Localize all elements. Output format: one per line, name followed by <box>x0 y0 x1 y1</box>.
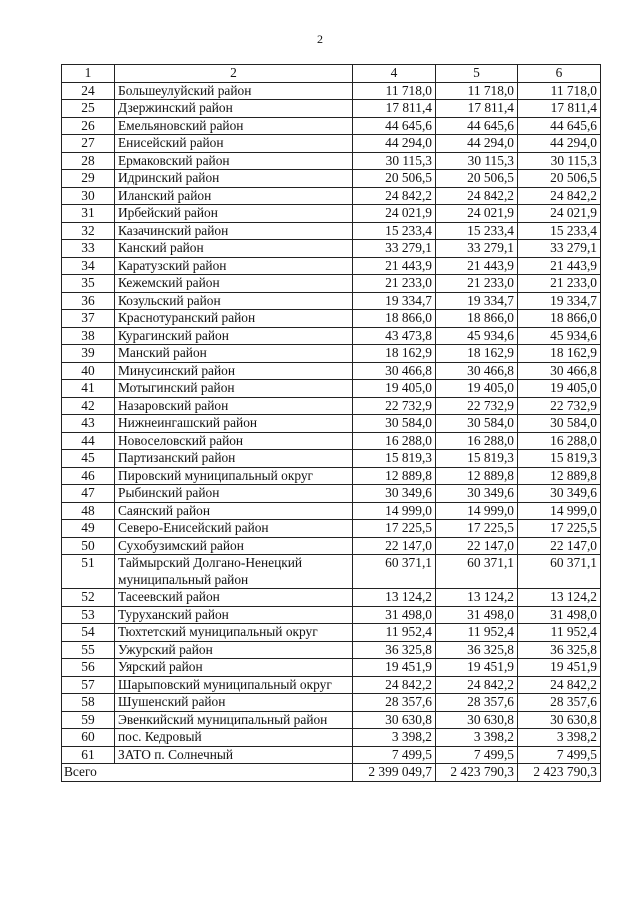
value-col6: 22 732,9 <box>518 397 601 415</box>
table-row <box>62 380 601 398</box>
value-col6: 30 349,6 <box>518 485 601 503</box>
value-col6: 36 325,8 <box>518 641 601 659</box>
row-number: 25 <box>62 100 115 118</box>
municipality-name: Новоселовский район <box>115 432 353 450</box>
value-col5: 24 842,2 <box>436 676 518 694</box>
table-row <box>62 152 601 170</box>
value-col6: 21 443,9 <box>518 257 601 275</box>
value-col4: 21 233,0 <box>353 275 436 293</box>
table-row <box>62 240 601 258</box>
value-col6: 30 466,8 <box>518 362 601 380</box>
value-col5: 19 451,9 <box>436 659 518 677</box>
value-col6: 45 934,6 <box>518 327 601 345</box>
value-col6: 30 630,8 <box>518 711 601 729</box>
municipality-name: Сухобузимский район <box>115 537 353 555</box>
table-row <box>62 362 601 380</box>
value-col4: 19 405,0 <box>353 380 436 398</box>
table-row <box>62 624 601 642</box>
value-col5: 36 325,8 <box>436 641 518 659</box>
value-col4: 15 233,4 <box>353 222 436 240</box>
value-col5: 7 499,5 <box>436 746 518 764</box>
table-row <box>62 327 601 345</box>
row-number: 24 <box>62 82 115 100</box>
value-col4: 11 952,4 <box>353 624 436 642</box>
value-col6: 44 294,0 <box>518 135 601 153</box>
value-col5: 30 584,0 <box>436 415 518 433</box>
row-number: 41 <box>62 380 115 398</box>
value-col5: 31 498,0 <box>436 606 518 624</box>
header-cell-col2: 2 <box>115 65 353 83</box>
header-cell-col4: 4 <box>353 65 436 83</box>
header-cell-col5: 5 <box>436 65 518 83</box>
row-number: 42 <box>62 397 115 415</box>
table-row <box>62 275 601 293</box>
value-col6: 22 147,0 <box>518 537 601 555</box>
value-col6: 18 162,9 <box>518 345 601 363</box>
table-row <box>62 415 601 433</box>
municipality-name: Енисейский район <box>115 135 353 153</box>
municipality-name: Манский район <box>115 345 353 363</box>
municipality-name: Козульский район <box>115 292 353 310</box>
municipality-name: Тюхтетский муниципальный округ <box>115 624 353 642</box>
value-col6: 11 718,0 <box>518 82 601 100</box>
row-number: 51 <box>62 555 115 589</box>
total-row <box>62 764 601 782</box>
value-col6: 17 811,4 <box>518 100 601 118</box>
value-col4: 43 473,8 <box>353 327 436 345</box>
value-col6: 14 999,0 <box>518 502 601 520</box>
value-col5: 21 233,0 <box>436 275 518 293</box>
table-row <box>62 694 601 712</box>
value-col4: 20 506,5 <box>353 170 436 188</box>
value-col6: 28 357,6 <box>518 694 601 712</box>
value-col5: 33 279,1 <box>436 240 518 258</box>
row-number: 33 <box>62 240 115 258</box>
row-number: 38 <box>62 327 115 345</box>
value-col4: 17 225,5 <box>353 520 436 538</box>
header-cell-col6: 6 <box>518 65 601 83</box>
value-col5: 24 842,2 <box>436 187 518 205</box>
municipality-name: Ермаковский район <box>115 152 353 170</box>
value-col4: 21 443,9 <box>353 257 436 275</box>
municipality-name: Северо-Енисейский район <box>115 520 353 538</box>
value-col5: 22 732,9 <box>436 397 518 415</box>
value-col6: 19 405,0 <box>518 380 601 398</box>
row-number: 30 <box>62 187 115 205</box>
value-col5: 24 021,9 <box>436 205 518 223</box>
value-col6: 18 866,0 <box>518 310 601 328</box>
row-number: 56 <box>62 659 115 677</box>
row-number: 53 <box>62 606 115 624</box>
value-col5: 19 334,7 <box>436 292 518 310</box>
value-col5: 15 819,3 <box>436 450 518 468</box>
value-col5: 14 999,0 <box>436 502 518 520</box>
value-col5: 11 718,0 <box>436 82 518 100</box>
value-col4: 18 866,0 <box>353 310 436 328</box>
value-col6: 30 115,3 <box>518 152 601 170</box>
row-number: 43 <box>62 415 115 433</box>
value-col5: 30 115,3 <box>436 152 518 170</box>
value-col4: 44 294,0 <box>353 135 436 153</box>
total-label: Всего <box>62 764 353 782</box>
table-row <box>62 555 601 589</box>
value-col6: 30 584,0 <box>518 415 601 433</box>
value-col6: 21 233,0 <box>518 275 601 293</box>
municipality-name: Канский район <box>115 240 353 258</box>
value-col4: 31 498,0 <box>353 606 436 624</box>
row-number: 54 <box>62 624 115 642</box>
value-col5: 22 147,0 <box>436 537 518 555</box>
value-col6: 60 371,1 <box>518 555 601 589</box>
table-row <box>62 729 601 747</box>
table-row <box>62 135 601 153</box>
municipality-name: Большеулуйский район <box>115 82 353 100</box>
row-number: 50 <box>62 537 115 555</box>
value-col6: 11 952,4 <box>518 624 601 642</box>
value-col6: 24 842,2 <box>518 676 601 694</box>
value-col6: 3 398,2 <box>518 729 601 747</box>
table-row <box>62 485 601 503</box>
value-col4: 24 842,2 <box>353 676 436 694</box>
table-row <box>62 100 601 118</box>
row-number: 60 <box>62 729 115 747</box>
header-row <box>62 65 601 83</box>
value-col5: 11 952,4 <box>436 624 518 642</box>
row-number: 27 <box>62 135 115 153</box>
value-col5: 30 630,8 <box>436 711 518 729</box>
table-row <box>62 537 601 555</box>
row-number: 34 <box>62 257 115 275</box>
value-col5: 18 162,9 <box>436 345 518 363</box>
municipality-name: Саянский район <box>115 502 353 520</box>
value-col4: 30 584,0 <box>353 415 436 433</box>
value-col5: 44 294,0 <box>436 135 518 153</box>
table-row <box>62 345 601 363</box>
value-col5: 60 371,1 <box>436 555 518 589</box>
row-number: 59 <box>62 711 115 729</box>
municipality-name: Кежемский район <box>115 275 353 293</box>
table-row <box>62 257 601 275</box>
table-row <box>62 205 601 223</box>
value-col5: 18 866,0 <box>436 310 518 328</box>
value-col4: 30 630,8 <box>353 711 436 729</box>
value-col5: 19 405,0 <box>436 380 518 398</box>
municipality-name: Идринский район <box>115 170 353 188</box>
table-row <box>62 606 601 624</box>
municipality-name: пос. Кедровый <box>115 729 353 747</box>
value-col4: 33 279,1 <box>353 240 436 258</box>
value-col4: 28 357,6 <box>353 694 436 712</box>
value-col6: 17 225,5 <box>518 520 601 538</box>
table-row <box>62 222 601 240</box>
total-col5: 2 423 790,3 <box>436 764 518 782</box>
value-col4: 30 349,6 <box>353 485 436 503</box>
municipality-name: Таймырский Долгано-Ненецкий муниципальный район <box>115 555 353 589</box>
table-row <box>62 310 601 328</box>
table-row <box>62 589 601 607</box>
municipality-name: Мотыгинский район <box>115 380 353 398</box>
row-number: 36 <box>62 292 115 310</box>
value-col4: 12 889,8 <box>353 467 436 485</box>
value-col4: 14 999,0 <box>353 502 436 520</box>
value-col6: 13 124,2 <box>518 589 601 607</box>
table-row <box>62 117 601 135</box>
municipality-name: Краснотуранский район <box>115 310 353 328</box>
municipality-name: Курагинский район <box>115 327 353 345</box>
value-col4: 15 819,3 <box>353 450 436 468</box>
row-number: 37 <box>62 310 115 328</box>
value-col6: 24 842,2 <box>518 187 601 205</box>
table-row <box>62 711 601 729</box>
municipality-name: Шарыповский муниципальный округ <box>115 676 353 694</box>
value-col4: 24 021,9 <box>353 205 436 223</box>
value-col5: 12 889,8 <box>436 467 518 485</box>
row-number: 44 <box>62 432 115 450</box>
row-number: 46 <box>62 467 115 485</box>
page-number: 2 <box>317 32 323 46</box>
value-col4: 17 811,4 <box>353 100 436 118</box>
value-col5: 45 934,6 <box>436 327 518 345</box>
value-col6: 15 819,3 <box>518 450 601 468</box>
municipality-name: Шушенский район <box>115 694 353 712</box>
value-col4: 11 718,0 <box>353 82 436 100</box>
total-col6: 2 423 790,3 <box>518 764 601 782</box>
value-col4: 7 499,5 <box>353 746 436 764</box>
table-row <box>62 170 601 188</box>
row-number: 55 <box>62 641 115 659</box>
municipality-name: ЗАТО п. Солнечный <box>115 746 353 764</box>
row-number: 45 <box>62 450 115 468</box>
row-number: 32 <box>62 222 115 240</box>
row-number: 48 <box>62 502 115 520</box>
value-col4: 24 842,2 <box>353 187 436 205</box>
value-col6: 15 233,4 <box>518 222 601 240</box>
table-row <box>62 397 601 415</box>
value-col4: 3 398,2 <box>353 729 436 747</box>
value-col6: 20 506,5 <box>518 170 601 188</box>
value-col5: 17 811,4 <box>436 100 518 118</box>
value-col5: 28 357,6 <box>436 694 518 712</box>
value-col6: 33 279,1 <box>518 240 601 258</box>
value-col4: 18 162,9 <box>353 345 436 363</box>
municipality-name: Минусинский район <box>115 362 353 380</box>
municipality-name: Иланский район <box>115 187 353 205</box>
row-number: 39 <box>62 345 115 363</box>
municipality-name: Пировский муниципальный округ <box>115 467 353 485</box>
value-col5: 3 398,2 <box>436 729 518 747</box>
value-col4: 30 115,3 <box>353 152 436 170</box>
value-col5: 21 443,9 <box>436 257 518 275</box>
municipality-name: Емельяновский район <box>115 117 353 135</box>
value-col4: 22 732,9 <box>353 397 436 415</box>
value-col4: 22 147,0 <box>353 537 436 555</box>
total-col4: 2 399 049,7 <box>353 764 436 782</box>
value-col5: 17 225,5 <box>436 520 518 538</box>
value-col6: 31 498,0 <box>518 606 601 624</box>
row-number: 57 <box>62 676 115 694</box>
value-col5: 44 645,6 <box>436 117 518 135</box>
table-row <box>62 82 601 100</box>
value-col6: 19 334,7 <box>518 292 601 310</box>
value-col5: 20 506,5 <box>436 170 518 188</box>
municipality-name: Эвенкийский муниципальный район <box>115 711 353 729</box>
value-col4: 30 466,8 <box>353 362 436 380</box>
table-row <box>62 502 601 520</box>
row-number: 49 <box>62 520 115 538</box>
value-col5: 15 233,4 <box>436 222 518 240</box>
row-number: 40 <box>62 362 115 380</box>
table-row <box>62 467 601 485</box>
value-col4: 19 334,7 <box>353 292 436 310</box>
municipality-name: Казачинский район <box>115 222 353 240</box>
table-row <box>62 520 601 538</box>
value-col5: 16 288,0 <box>436 432 518 450</box>
row-number: 28 <box>62 152 115 170</box>
municipality-name: Рыбинский район <box>115 485 353 503</box>
budget-table <box>61 64 601 782</box>
value-col4: 36 325,8 <box>353 641 436 659</box>
municipality-name: Каратузский район <box>115 257 353 275</box>
row-number: 61 <box>62 746 115 764</box>
value-col6: 12 889,8 <box>518 467 601 485</box>
value-col4: 44 645,6 <box>353 117 436 135</box>
municipality-name: Уярский район <box>115 659 353 677</box>
table-row <box>62 676 601 694</box>
row-number: 52 <box>62 589 115 607</box>
value-col6: 44 645,6 <box>518 117 601 135</box>
value-col4: 60 371,1 <box>353 555 436 589</box>
municipality-name: Туруханский район <box>115 606 353 624</box>
municipality-name: Тасеевский район <box>115 589 353 607</box>
row-number: 47 <box>62 485 115 503</box>
table-row <box>62 641 601 659</box>
value-col6: 19 451,9 <box>518 659 601 677</box>
value-col5: 30 349,6 <box>436 485 518 503</box>
table-row <box>62 746 601 764</box>
table-row <box>62 659 601 677</box>
table-row <box>62 432 601 450</box>
row-number: 31 <box>62 205 115 223</box>
municipality-name: Ужурский район <box>115 641 353 659</box>
municipality-name: Назаровский район <box>115 397 353 415</box>
table-row <box>62 187 601 205</box>
table-body <box>62 65 601 782</box>
value-col5: 13 124,2 <box>436 589 518 607</box>
header-cell-col1: 1 <box>62 65 115 83</box>
value-col4: 19 451,9 <box>353 659 436 677</box>
row-number: 58 <box>62 694 115 712</box>
table-row <box>62 450 601 468</box>
table-row <box>62 292 601 310</box>
municipality-name: Дзержинский район <box>115 100 353 118</box>
municipality-name: Ирбейский район <box>115 205 353 223</box>
value-col5: 30 466,8 <box>436 362 518 380</box>
municipality-name: Партизанский район <box>115 450 353 468</box>
row-number: 29 <box>62 170 115 188</box>
value-col4: 16 288,0 <box>353 432 436 450</box>
value-col6: 16 288,0 <box>518 432 601 450</box>
row-number: 35 <box>62 275 115 293</box>
value-col4: 13 124,2 <box>353 589 436 607</box>
value-col6: 24 021,9 <box>518 205 601 223</box>
value-col6: 7 499,5 <box>518 746 601 764</box>
municipality-name: Нижнеингашский район <box>115 415 353 433</box>
row-number: 26 <box>62 117 115 135</box>
